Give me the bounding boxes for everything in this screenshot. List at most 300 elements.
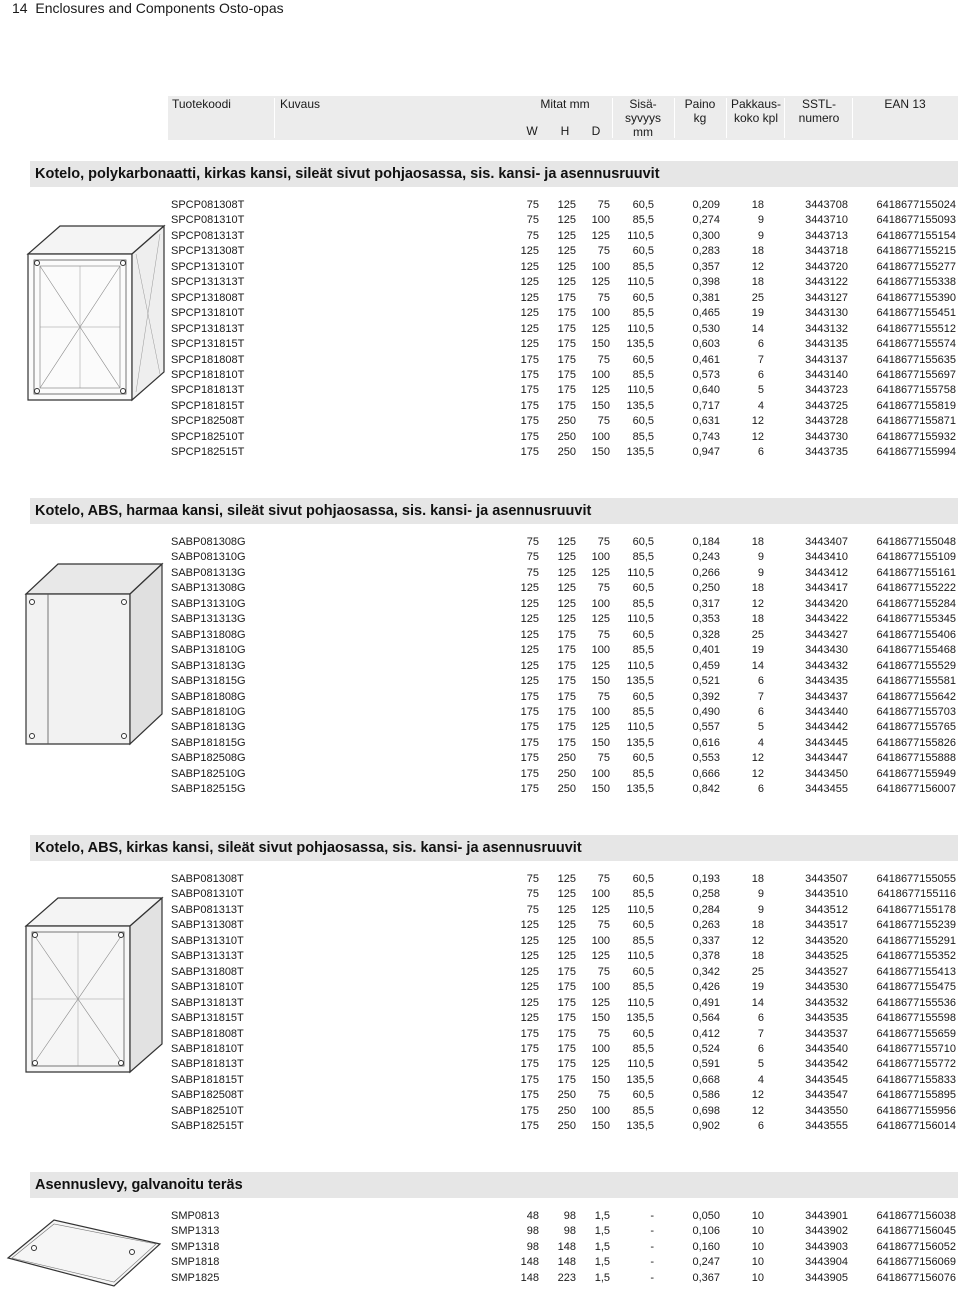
weight-value: 0,591 [692,1058,720,1071]
depth-value: 100 [591,1104,610,1117]
height-value: 175 [557,353,576,366]
ean-value: 6418677155956 [876,1104,956,1117]
depth-value: 125 [591,322,610,335]
product-code: SPCP181808T [171,353,245,366]
ean-value: 6418677155703 [876,705,956,718]
depth-value: 100 [591,705,610,718]
sstl-number-value: 3443137 [805,353,848,366]
sstl-number-value: 3443718 [805,245,848,258]
weight-value: 0,698 [692,1104,720,1117]
sstl-number-value: 3443127 [805,291,848,304]
height-value: 250 [557,767,576,780]
ean-value: 6418677155093 [876,214,956,227]
weight-value: 0,193 [692,873,720,885]
ean-value: 6418677155826 [876,736,956,749]
depth-value: 100 [591,597,610,610]
width-value: 125 [520,950,539,963]
product-code: SABP081310T [171,888,244,901]
weight-value: 0,392 [692,690,720,703]
depth-value: 150 [591,399,610,412]
pack-size-value: 14 [751,996,764,1009]
ean-value: 6418677155833 [876,1073,956,1086]
table-row [0,414,960,429]
width-value: 175 [520,399,539,412]
enclosure-grey-lid-illustration [18,548,168,758]
weight-value: 0,717 [692,399,720,412]
weight-value: 0,603 [692,338,720,351]
sstl-number-value: 3443904 [805,1256,848,1269]
sstl-number-value: 3443547 [805,1089,848,1102]
pack-size-value: 6 [757,1120,764,1133]
ean-value: 6418677155413 [876,965,956,978]
pack-size-value: 18 [751,950,764,963]
ean-value: 6418677155338 [876,276,956,289]
height-value: 175 [557,965,576,978]
header-ean: EAN 13 [884,97,926,111]
depth-value: 150 [591,1012,610,1025]
product-code: SABP131810T [171,981,244,994]
sstl-number-value: 3443445 [805,736,848,749]
height-value: 175 [557,338,576,351]
product-code: SABP081313G [171,566,246,579]
inner-depth-value: 135,5 [626,1073,654,1086]
inner-depth-value: 135,5 [626,338,654,351]
product-code: SABP181810T [171,1042,244,1055]
weight-value: 0,184 [692,536,720,548]
sstl-number-value: 3443525 [805,950,848,963]
width-value: 48 [526,1210,539,1222]
product-code: SABP081310G [171,551,246,564]
pack-size-value: 19 [751,644,764,657]
product-code: SABP131815T [171,1012,244,1025]
sstl-number-value: 3443440 [805,705,848,718]
product-code: SMP1318 [171,1240,220,1253]
weight-value: 0,300 [692,229,720,242]
pack-size-value: 12 [751,752,764,765]
depth-value: 100 [591,888,610,901]
weight-value: 0,160 [692,1240,720,1253]
inner-depth-value: 60,5 [632,873,654,885]
height-value: 175 [557,399,576,412]
inner-depth-value: 135,5 [626,399,654,412]
pack-size-value: 18 [751,873,764,885]
product-code: SABP181810G [171,705,246,718]
header-inner-depth-line2: syvyys [625,111,661,125]
width-value: 98 [526,1240,539,1253]
pack-size-value: 18 [751,582,764,595]
depth-value: 100 [591,981,610,994]
ean-value: 6418677155406 [876,628,956,641]
width-value: 175 [520,353,539,366]
sstl-number-value: 3443455 [805,783,848,796]
ean-value: 6418677155574 [876,338,956,351]
inner-depth-value: 135,5 [626,783,654,796]
inner-depth-value: 60,5 [632,1027,654,1040]
sstl-number-value: 3443723 [805,384,848,397]
height-value: 175 [557,1073,576,1086]
weight-value: 0,250 [692,582,720,595]
section-title: Kotelo, ABS, harmaa kansi, sileät sivut pohjaosassa, sis. kansi- ja asennusruuvit [35,503,592,519]
table-row [0,767,960,782]
ean-value: 6418677156038 [876,1210,956,1222]
width-value: 75 [526,566,539,579]
header-pack-size-line2: koko kpl [733,111,779,125]
table-row [0,1088,960,1103]
inner-depth-value: 110,5 [627,903,654,916]
width-value: 175 [520,1027,539,1040]
ean-value: 6418677155291 [876,934,956,947]
height-value: 175 [557,1042,576,1055]
ean-value: 6418677155048 [876,536,956,548]
header-height: H [560,124,570,138]
inner-depth-value: 85,5 [632,551,654,564]
depth-value: 125 [591,566,610,579]
weight-value: 0,631 [692,415,720,428]
width-value: 125 [520,307,539,320]
depth-value: 75 [597,1027,610,1040]
height-value: 175 [557,644,576,657]
pack-size-value: 4 [757,1073,764,1086]
height-value: 125 [557,613,576,626]
depth-value: 1,5 [594,1271,610,1284]
width-value: 175 [520,368,539,381]
ean-value: 6418677155871 [876,415,956,428]
sstl-number-value: 3443407 [805,536,848,548]
height-value: 125 [557,873,576,885]
product-code: SPCP131810T [171,307,245,320]
sstl-number-value: 3443530 [805,981,848,994]
ean-value: 6418677155475 [876,981,956,994]
width-value: 125 [520,597,539,610]
depth-value: 75 [597,873,610,885]
sstl-number-value: 3443132 [805,322,848,335]
header-weight-line2: kg [693,111,707,125]
enclosure-abs-clear-lid-illustration [18,886,168,1086]
height-value: 175 [557,322,576,335]
header-weight-line1: Paino [684,97,716,111]
depth-value: 150 [591,1120,610,1133]
sstl-number-value: 3443710 [805,214,848,227]
weight-value: 0,209 [692,199,720,211]
width-value: 125 [520,322,539,335]
height-value: 250 [557,783,576,796]
depth-value: 1,5 [594,1240,610,1253]
sstl-number-value: 3443122 [805,276,848,289]
weight-value: 0,459 [692,659,720,672]
pack-size-value: 10 [751,1271,764,1284]
product-code: SABP131308G [171,582,246,595]
sstl-number-value: 3443427 [805,628,848,641]
product-code: SPCP181810T [171,368,245,381]
weight-value: 0,743 [692,430,720,443]
inner-depth-value: 110,5 [627,996,654,1009]
depth-value: 125 [591,950,610,963]
sstl-number-value: 3443410 [805,551,848,564]
page-number: 14 [12,0,28,16]
width-value: 175 [520,1058,539,1071]
height-value: 175 [557,690,576,703]
document-title: Enclosures and Components Osto-opas [35,0,284,16]
pack-size-value: 12 [751,430,764,443]
width-value: 125 [520,628,539,641]
width-value: 75 [526,214,539,227]
sstl-number-value: 3443512 [805,903,848,916]
pack-size-value: 6 [757,1012,764,1025]
width-value: 125 [520,934,539,947]
product-code: SABP081308G [171,536,246,548]
pack-size-value: 18 [751,276,764,289]
depth-value: 100 [591,260,610,273]
sstl-number-value: 3443901 [805,1210,848,1222]
depth-value: 150 [591,736,610,749]
width-value: 125 [520,919,539,932]
weight-value: 0,616 [692,736,720,749]
ean-value: 6418677155116 [877,888,956,901]
ean-value: 6418677156052 [876,1240,956,1253]
weight-value: 0,530 [692,322,720,335]
pack-size-value: 9 [757,903,764,916]
weight-value: 0,842 [692,783,720,796]
weight-value: 0,284 [692,903,720,916]
sstl-number-value: 3443520 [805,934,848,947]
inner-depth-value: 60,5 [632,1089,654,1102]
ean-value: 6418677155154 [876,229,956,242]
product-code: SABP182510T [171,1104,244,1117]
sstl-number-value: 3443540 [805,1042,848,1055]
width-value: 125 [520,965,539,978]
weight-value: 0,521 [692,675,720,688]
pack-size-value: 10 [751,1225,764,1238]
header-pack-size-line1: Pakkaus- [730,97,782,111]
pack-size-value: 25 [751,628,764,641]
product-code: SABP181813G [171,721,246,734]
height-value: 175 [557,291,576,304]
header-inner-depth [612,97,674,139]
height-value: 125 [557,229,576,242]
sstl-number-value: 3443537 [805,1027,848,1040]
sstl-number-value: 3443903 [805,1240,848,1253]
inner-depth-value: - [650,1256,654,1269]
pack-size-value: 14 [751,322,764,335]
inner-depth-value: 85,5 [632,767,654,780]
weight-value: 0,283 [692,245,720,258]
weight-value: 0,668 [692,1073,720,1086]
table-row [0,782,960,797]
header-sstl-line1: SSTL- [801,97,836,111]
height-value: 125 [557,903,576,916]
product-code: SABP131313G [171,613,246,626]
inner-depth-value: 60,5 [632,582,654,595]
pack-size-value: 5 [757,721,764,734]
depth-value: 125 [591,384,610,397]
ean-value: 6418677155888 [876,752,956,765]
sstl-number-value: 3443735 [805,446,848,459]
sstl-number-value: 3443435 [805,675,848,688]
sstl-number-value: 3443450 [805,767,848,780]
table-row [0,1119,960,1134]
pack-size-value: 18 [751,613,764,626]
weight-value: 0,247 [692,1256,720,1269]
weight-value: 0,401 [692,644,720,657]
pack-size-value: 5 [757,384,764,397]
width-value: 175 [520,705,539,718]
width-value: 175 [520,1073,539,1086]
height-value: 125 [557,245,576,258]
pack-size-value: 9 [757,214,764,227]
ean-value: 6418677155895 [876,1089,956,1102]
height-value: 250 [557,1089,576,1102]
width-value: 125 [520,276,539,289]
section-title: Asennuslevy, galvanoitu teräs [35,1177,243,1193]
pack-size-value: 9 [757,566,764,579]
pack-size-value: 6 [757,338,764,351]
product-code: SPCP081308T [171,199,245,211]
inner-depth-value: - [650,1271,654,1284]
pack-size-value: 7 [757,353,764,366]
width-value: 125 [520,245,539,258]
height-value: 125 [557,260,576,273]
height-value: 125 [557,934,576,947]
weight-value: 0,524 [692,1042,720,1055]
product-code: SPCP182508T [171,415,245,428]
weight-value: 0,328 [692,628,720,641]
weight-value: 0,357 [692,260,720,273]
product-code: SPCP131815T [171,338,245,351]
height-value: 125 [557,276,576,289]
pack-size-value: 6 [757,705,764,718]
pack-size-value: 12 [751,415,764,428]
inner-depth-value: 60,5 [632,919,654,932]
ean-value: 6418677155994 [876,446,956,459]
inner-depth-value: 85,5 [632,934,654,947]
pack-size-value: 7 [757,690,764,703]
pack-size-value: 10 [751,1256,764,1269]
depth-value: 100 [591,934,610,947]
inner-depth-value: 85,5 [632,888,654,901]
height-value: 125 [557,214,576,227]
width-value: 175 [520,384,539,397]
inner-depth-value: 60,5 [632,752,654,765]
product-code: SABP182510G [171,767,246,780]
product-code: SABP081313T [171,903,244,916]
table-row [0,445,960,460]
pack-size-value: 5 [757,1058,764,1071]
pack-size-value: 25 [751,965,764,978]
depth-value: 100 [591,767,610,780]
weight-value: 0,317 [692,597,720,610]
inner-depth-value: - [650,1210,654,1222]
table-row [0,1104,960,1119]
product-code: SMP1818 [171,1256,220,1269]
product-code: SABP182508T [171,1089,244,1102]
height-value: 250 [557,415,576,428]
width-value: 148 [520,1256,539,1269]
sstl-number-value: 3443730 [805,430,848,443]
pack-size-value: 12 [751,934,764,947]
ean-value: 6418677155819 [876,399,956,412]
weight-value: 0,461 [692,353,720,366]
weight-value: 0,902 [692,1120,720,1133]
weight-value: 0,666 [692,767,720,780]
header-weight [674,97,726,125]
inner-depth-value: 110,5 [627,566,654,579]
sstl-number-value: 3443442 [805,721,848,734]
inner-depth-value: 110,5 [627,721,654,734]
sstl-number-value: 3443130 [805,307,848,320]
depth-value: 75 [597,245,610,258]
height-value: 250 [557,1104,576,1117]
ean-value: 6418677155215 [876,245,956,258]
depth-value: 125 [591,903,610,916]
product-code: SMP1313 [171,1225,220,1238]
height-value: 175 [557,307,576,320]
ean-value: 6418677155512 [876,322,956,335]
inner-depth-value: 110,5 [627,384,654,397]
header-depth: D [591,124,601,138]
inner-depth-value: 60,5 [632,291,654,304]
product-code: SMP0813 [171,1210,220,1222]
product-code: SABP181813T [171,1058,244,1071]
pack-size-value: 9 [757,551,764,564]
depth-value: 125 [591,613,610,626]
ean-value: 6418677155598 [876,1012,956,1025]
ean-value: 6418677156076 [876,1271,956,1284]
sstl-number-value: 3443542 [805,1058,848,1071]
weight-value: 0,573 [692,368,720,381]
inner-depth-value: 85,5 [632,981,654,994]
pack-size-value: 12 [751,1104,764,1117]
ean-value: 6418677155642 [876,690,956,703]
ean-value: 6418677155239 [876,919,956,932]
width-value: 175 [520,1042,539,1055]
ean-value: 6418677155109 [876,551,956,564]
header-sstl-number [786,97,852,125]
depth-value: 100 [591,368,610,381]
pack-size-value: 18 [751,199,764,211]
product-code: SPCP131308T [171,245,245,258]
inner-depth-value: 60,5 [632,415,654,428]
inner-depth-value: 85,5 [632,1104,654,1117]
depth-value: 125 [591,721,610,734]
pack-size-value: 18 [751,245,764,258]
height-value: 175 [557,368,576,381]
product-code: SPCP131313T [171,276,245,289]
product-code: SPCP131808T [171,291,245,304]
pack-size-value: 12 [751,597,764,610]
inner-depth-value: 85,5 [632,214,654,227]
sstl-number-value: 3443535 [805,1012,848,1025]
product-code: SABP181808G [171,690,246,703]
height-value: 125 [557,919,576,932]
product-code: SABP131815G [171,675,246,688]
inner-depth-value: 135,5 [626,446,654,459]
sstl-number-value: 3443725 [805,399,848,412]
ean-value: 6418677155536 [876,996,956,1009]
height-value: 175 [557,736,576,749]
header-dimensions: Mitat mm [540,97,590,111]
inner-depth-value: 85,5 [632,1042,654,1055]
sstl-number-value: 3443905 [805,1271,848,1284]
inner-depth-value: 110,5 [627,322,654,335]
inner-depth-value: 85,5 [632,644,654,657]
depth-value: 125 [591,276,610,289]
inner-depth-value: 60,5 [632,536,654,548]
height-value: 125 [557,551,576,564]
product-code: SABP131310T [171,934,244,947]
pack-size-value: 12 [751,260,764,273]
width-value: 175 [520,1104,539,1117]
pack-size-value: 6 [757,783,764,796]
